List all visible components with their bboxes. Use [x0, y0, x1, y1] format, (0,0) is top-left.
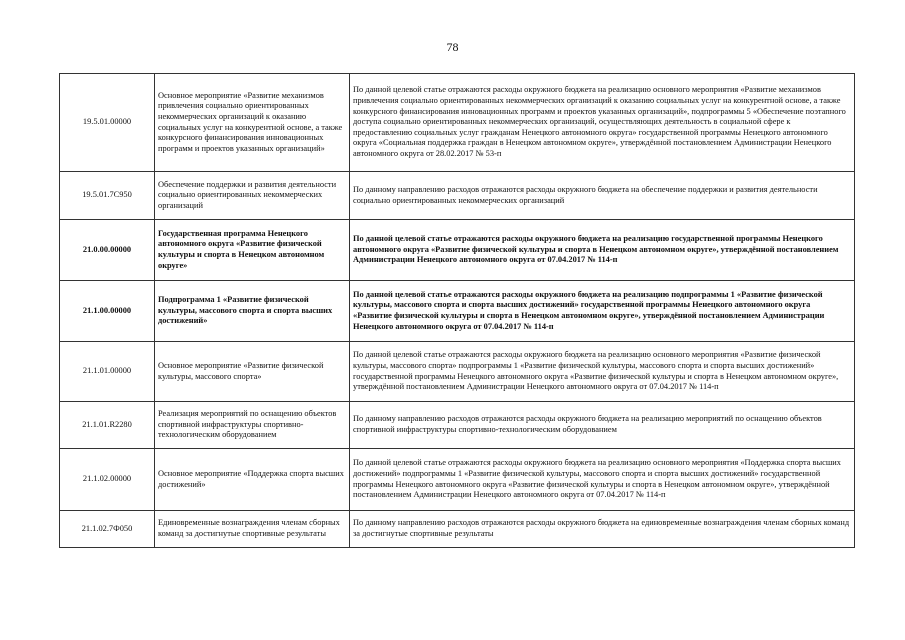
- code-cell: 21.0.00.00000: [60, 220, 155, 281]
- name-cell: Реализация мероприятий по оснащению объектов спортивной инфраструктуры спортивно-технологическим оборудованием: [155, 402, 350, 449]
- name-cell: Единовременные вознаграждения членам сборных команд за достигнутые спортивные результаты: [155, 511, 350, 548]
- description-cell: По данной целевой статье отражаются расходы окружного бюджета на реализацию государственной программы Ненецкого автономного округа «Развитие физической культуры и спорта в Ненецком автономном округе», утверждённой постановлением Администрации Ненецкого автономного округа от 07.04.2017 № 114-п: [350, 220, 855, 281]
- name-cell: Государственная программа Ненецкого автономного округа «Развитие физической культуры и спорта в Ненецком автономном округе»: [155, 220, 350, 281]
- code-cell: 19.5.01.7С950: [60, 172, 155, 220]
- code-cell: 19.5.01.00000: [60, 74, 155, 172]
- name-cell: Основное мероприятие «Поддержка спорта высших достижений»: [155, 449, 350, 511]
- name-cell: Обеспечение поддержки и развития деятельности социально ориентированных некоммерческих организаций: [155, 172, 350, 220]
- description-cell: По данному направлению расходов отражаются расходы окружного бюджета на единовременные вознаграждения членам сборных команд за достигнутые спортивные результаты: [350, 511, 855, 548]
- description-cell: По данной целевой статье отражаются расходы окружного бюджета на реализацию основного мероприятия «Поддержка спорта высших достижений» подпрограммы 1 «Развитие физической культуры, массового спорта и спорта высших достижений» государственной программы Ненецкого автономного округа «Развитие физической культуры и спорта в Ненецком автономном округе», утверждённой постановлением Администрации Ненецкого автономного округа от 07.04.2017 № 114-п: [350, 449, 855, 511]
- description-cell: По данной целевой статье отражаются расходы окружного бюджета на реализацию основного мероприятия «Развитие механизмов привлечения социально ориентированных некоммерческих организаций к оказанию социальных услуг на конкурентной основе, а также конкурсного финансирования инновационных программ и проектов указанных организаций», подпрограммы 5 «Обеспечение поэтапного доступа социально ориентированных некоммерческих организаций, осуществляющих деятельность в социальной сфере к предоставлению социальных услуг гражданам Ненецкого автономного округа» государственной программы Ненецкого автономного округа «Социальная поддержка граждан в Ненецком автономном округе», утверждённой постановлением Администрации Ненецкого автономного округа от 28.02.2017 № 53-п: [350, 74, 855, 172]
- code-cell: 21.1.00.00000: [60, 281, 155, 342]
- description-cell: По данному направлению расходов отражаются расходы окружного бюджета на обеспечение поддержки и развития деятельности социально ориентированных некоммерческих организаций: [350, 172, 855, 220]
- table-row: [60, 449, 855, 511]
- table-row: [60, 220, 855, 281]
- table-row: [60, 342, 855, 402]
- name-cell: Основное мероприятие «Развитие механизмов привлечения социально ориентированных некоммерческих организаций к оказанию социальных услуг на конкурентной основе, а также конкурсного финансирования инновационных программ и проектов указанных организаций»: [155, 74, 350, 172]
- code-cell: 21.1.01.00000: [60, 342, 155, 402]
- code-cell: 21.1.02.7Ф050: [60, 511, 155, 548]
- code-cell: 21.1.02.00000: [60, 449, 155, 511]
- name-cell: Основное мероприятие «Развитие физической культуры, массового спорта»: [155, 342, 350, 402]
- description-cell: По данному направлению расходов отражаются расходы окружного бюджета на реализацию мероприятий по оснащению объектов спортивной инфраструктуры спортивно-технологическим оборудованием: [350, 402, 855, 449]
- description-cell: По данной целевой статье отражаются расходы окружного бюджета на реализацию основного мероприятия «Развитие физической культуры, массового спорта» подпрограммы 1 «Развитие физической культуры, массового спорта и спорта высших достижений» государственной программы Ненецкого автономного округа «Развитие физической культуры и спорта в Ненецком автономном округе», утверждённой постановлением Администрации Ненецкого автономного округа от 07.04.2017 № 114-п: [350, 342, 855, 402]
- page-number: 78: [446, 40, 459, 54]
- budget-classification-table: [59, 73, 855, 548]
- table-row: [60, 511, 855, 548]
- code-cell: 21.1.01.R2280: [60, 402, 155, 449]
- name-cell: Подпрограмма 1 «Развитие физической культуры, массового спорта и спорта высших достижений»: [155, 281, 350, 342]
- table-row: [60, 402, 855, 449]
- table-row: [60, 172, 855, 220]
- description-cell: По данной целевой статье отражаются расходы окружного бюджета на реализацию подпрограммы 1 «Развитие физической культуры, массового спорта и спорта высших достижений» государственной программы Ненецкого автономного округа «Развитие физической культуры и спорта в Ненецком автономном округе», утверждённой постановлением Администрации Ненецкого автономного округа от 07.04.2017 № 114-п: [350, 281, 855, 342]
- table-row: [60, 281, 855, 342]
- table-row: [60, 74, 855, 172]
